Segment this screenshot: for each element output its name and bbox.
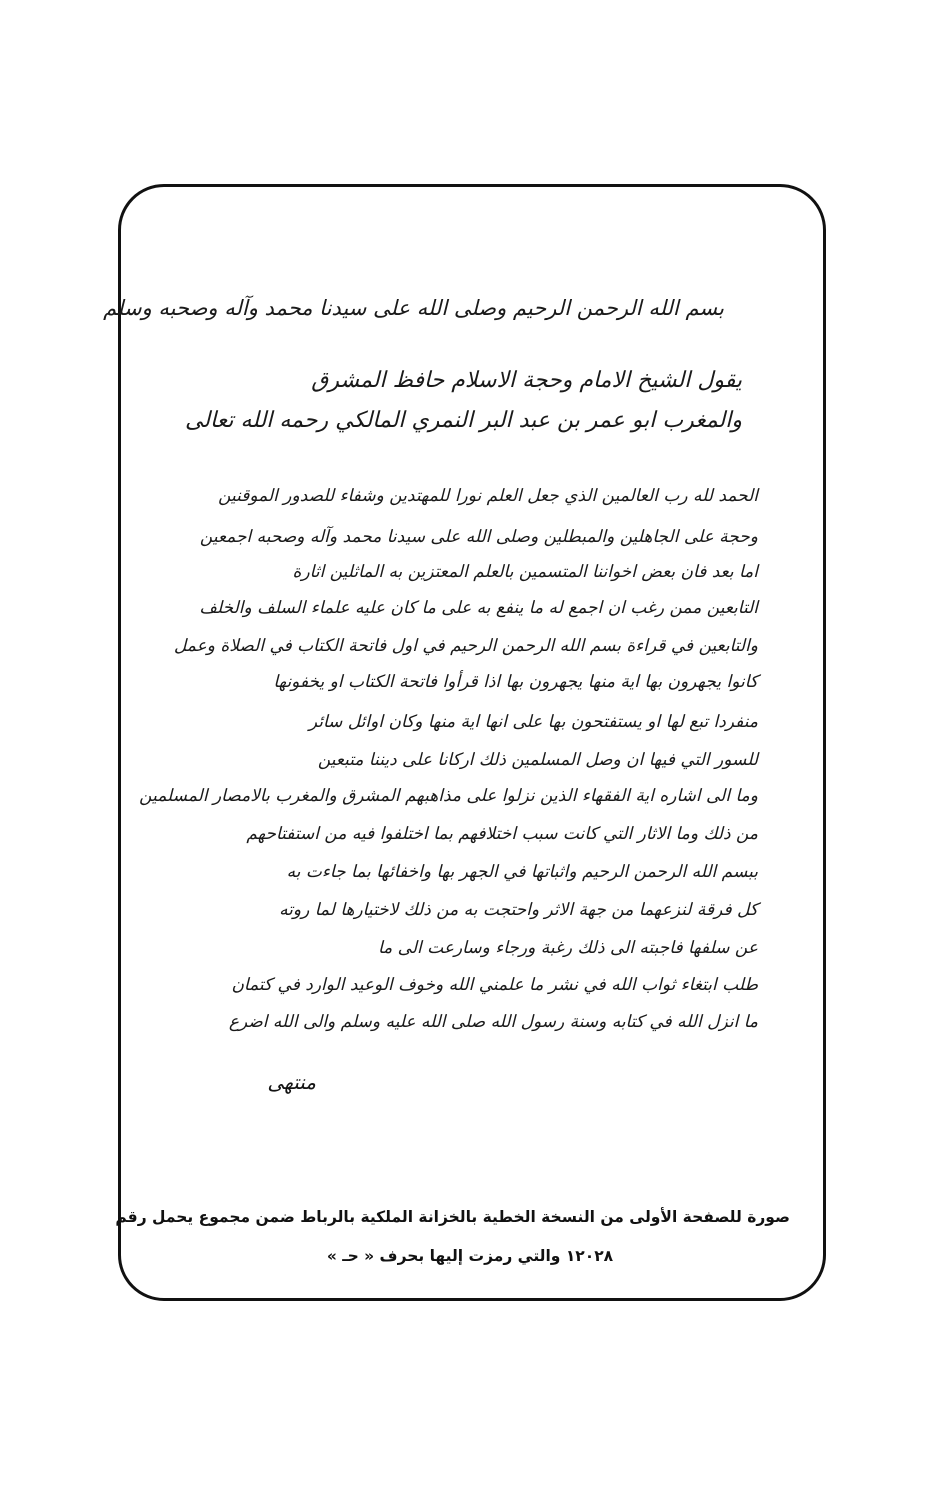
body-line: كانوا يجهرون بها اية منها يجهرون بها اذا قرأوا فاتحة الكتاب او يخفونها	[273, 672, 758, 692]
body-line: عن سلفها فاجبته الى ذلك رغبة ورجاء وسارعت الى ما	[377, 938, 758, 958]
caption-line-1: صورة للصفحة الأولى من النسخة الخطية بالخزانة الملكية بالرباط ضمن مجموع يحمل رقم	[115, 1208, 790, 1226]
heading-line-1: يقول الشيخ الامام وحجة الاسلام حافظ المشرق	[311, 368, 742, 393]
body-line: الحمد لله رب العالمين الذي جعل العلم نورا للمهتدين وشفاء للصدور الموقنين	[218, 486, 758, 506]
body-line: وما الى اشاره اية الفقهاء الذين نزلوا على مذاهبهم المشرق والمغرب بالامصار المسلمين	[139, 786, 758, 806]
body-line: كل فرقة لنزعهما من جهة الاثر واحتجت به من ذلك لاختيارها لما روته	[279, 900, 758, 920]
body-line: وحجة على الجاهلين والمبطلين وصلى الله على سيدنا محمد وآله وصحبه اجمعين	[199, 527, 758, 547]
caption-line-2: ١٢٠٢٨ والتي رمزت إليها بحرف « حـ »	[326, 1247, 614, 1265]
body-line: من ذلك وما الاثار التي كانت سبب اختلافهم بما اختلفوا فيه من استفتاحهم	[246, 824, 758, 844]
body-line: طلب ابتغاء ثواب الله في نشر ما علمني الله وخوف الوعيد الوارد في كتمان	[231, 975, 758, 995]
body-line: للسور التي فيها ان وصل المسلمين ذلك اركانا على ديننا متبعين	[317, 750, 758, 770]
signature-mark: منتهى	[267, 1070, 316, 1094]
body-line: والتابعين في قراءة بسم الله الرحمن الرحيم في اول فاتحة الكتاب في الصلاة وعمل	[173, 636, 758, 656]
body-line: اما بعد فان بعض اخواننا المتسمين بالعلم المعتزين به الماثلين اثارة	[292, 562, 758, 582]
body-line: ببسم الله الرحمن الرحيم واثباتها في الجهر بها واخفائها بما جاءت به	[286, 862, 758, 882]
basmala-line: بسم الله الرحمن الرحيم وصلى الله على سيدنا محمد وآله وصحبه وسلم	[103, 296, 724, 320]
body-line: ما انزل الله في كتابه وسنة رسول الله صلى الله عليه وسلم والى الله اضرع	[228, 1012, 758, 1032]
body-line: منفردا تبع لها او يستفتحون بها على انها اية منها وكان اوائل سائر	[308, 712, 758, 732]
heading-line-2: والمغرب ابو عمر بن عبد البر النمري المالكي رحمه الله تعالى	[185, 408, 742, 433]
body-line: التابعين ممن رغب ان اجمع له ما ينفع به على ما كان عليه علماء السلف والخلف	[199, 598, 758, 618]
